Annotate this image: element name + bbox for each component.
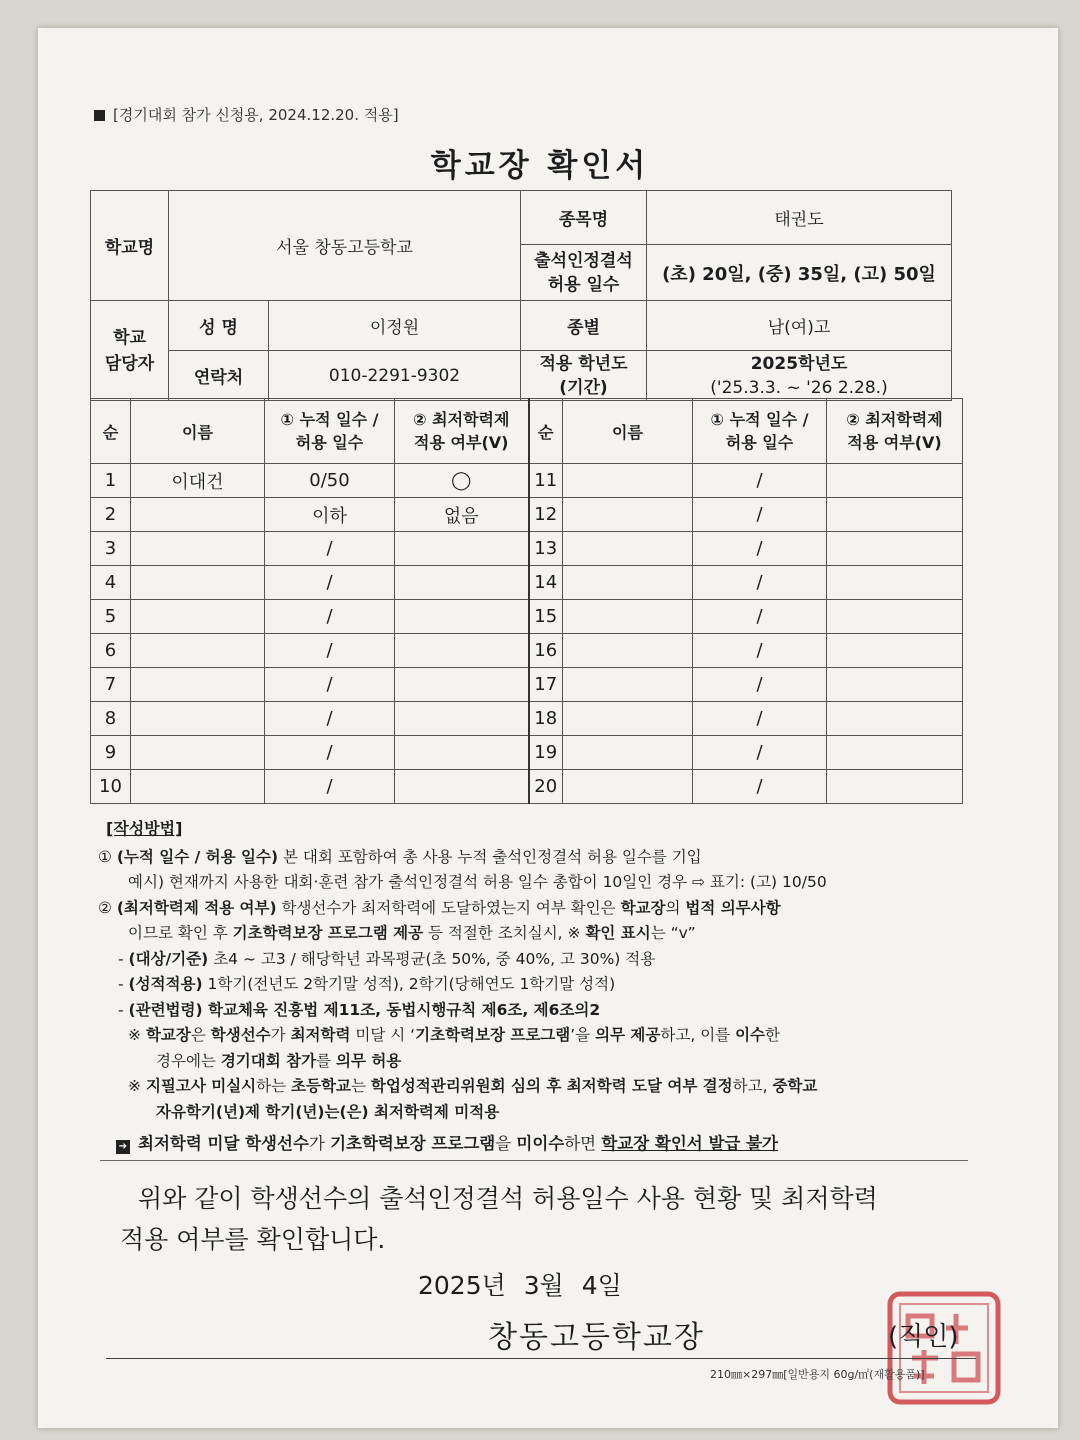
student-name	[563, 770, 693, 804]
info-table	[90, 190, 952, 401]
year-value: 2025학년도 ('25.3.3. ~ '26 2.28.)	[647, 351, 952, 401]
min-academic-check: ◯	[395, 464, 529, 498]
min-academic-check	[395, 736, 529, 770]
row-number: 12	[529, 498, 563, 532]
min-academic-check	[395, 566, 529, 600]
student-name	[131, 498, 265, 532]
absence-days: /	[265, 702, 395, 736]
staff-label: 학교 담당자	[91, 301, 169, 401]
absence-days: /	[693, 532, 827, 566]
confirm-line-1: 위와 같이 학생선수의 출석인정결석 허용일수 사용 현황 및 최저학력	[138, 1184, 878, 1213]
min-academic-check	[827, 702, 963, 736]
guide-note-1-cont: 경우에는 경기대회 참가를 의무 허용	[156, 1051, 402, 1070]
table-row	[91, 600, 963, 634]
row-number: 10	[91, 770, 131, 804]
absence-days: /	[265, 634, 395, 668]
min-academic-check	[395, 702, 529, 736]
absence-label: 출석인정결석 허용 일수	[521, 245, 647, 301]
absence-days: /	[693, 566, 827, 600]
contact-value: 010-2291-9302	[269, 351, 521, 401]
row-number: 17	[529, 668, 563, 702]
row-number: 7	[91, 668, 131, 702]
row-number: 6	[91, 634, 131, 668]
absence-days: /	[693, 736, 827, 770]
table-row	[91, 566, 963, 600]
header-days: ① 누적 일수 / 허용 일수	[693, 399, 827, 464]
absence-days: /	[693, 464, 827, 498]
guide-item-2: ② (최저학력제 적용 여부) 학생선수가 최저학력에 도달하였는지 여부 확인은 학교장의 법적 의무사항	[98, 898, 781, 917]
absence-days: /	[693, 634, 827, 668]
header-min: ② 최저학력제 적용 여부(V)	[827, 399, 963, 464]
gender-label: 종별	[521, 301, 647, 351]
header-no: 순	[529, 399, 563, 464]
student-name	[131, 532, 265, 566]
guide-sub-2: - (성적적용) 1학기(전년도 2학기말 성적), 2학기(당해연도 1학기말 성적)	[118, 975, 616, 993]
name-label: 성 명	[169, 301, 269, 351]
student-name	[131, 600, 265, 634]
absence-days: /	[265, 736, 395, 770]
min-academic-check	[395, 770, 529, 804]
header-note	[94, 104, 399, 125]
guide-note-1: ※ 학교장은 학생선수가 최저학력 미달 시 ‘기초학력보장 프로그램’을 의무 제공하고, 이를 이수한	[128, 1026, 781, 1044]
absence-days: /	[693, 600, 827, 634]
absence-days: /	[265, 600, 395, 634]
header-min: ② 최저학력제 적용 여부(V)	[395, 399, 529, 464]
guide-sub-1: - (대상/기준) 초4 ~ 고3 / 해당학년 과목평균(초 50%, 중 40%, 고 30%) 적용	[118, 949, 656, 968]
table-row	[91, 532, 963, 566]
table-row	[91, 634, 963, 668]
absence-days: /	[265, 668, 395, 702]
row-number: 5	[91, 600, 131, 634]
min-academic-check	[395, 600, 529, 634]
square-bullet-icon	[94, 110, 105, 121]
header-no: 순	[91, 399, 131, 464]
list-header-row	[91, 399, 963, 464]
student-name	[131, 702, 265, 736]
student-name	[563, 532, 693, 566]
guide-warning: ➔ 최저학력 미달 학생선수가 기초학력보장 프로그램을 미이수하면 학교장 확인서 발급 불가	[98, 1131, 978, 1157]
student-name	[563, 566, 693, 600]
header-name: 이름	[563, 399, 693, 464]
document-title: 학교장 확인서	[430, 148, 650, 184]
row-number: 18	[529, 702, 563, 736]
student-name	[131, 634, 265, 668]
header-note-text: [경기대회 참가 신청용, 2024.12.20. 적용]	[113, 106, 399, 124]
absence-value: (초) 20일, (중) 35일, (고) 50일	[647, 245, 952, 301]
section-divider	[100, 1160, 968, 1161]
year-label: 적용 학년도 (기간)	[521, 351, 647, 401]
min-academic-check	[827, 668, 963, 702]
absence-days: /	[693, 770, 827, 804]
guide-item-2-cont: 이므로 확인 후 기초학력보장 프로그램 제공 등 적절한 조치실시, ※ 확인 표시는 “v”	[128, 924, 696, 942]
row-number: 19	[529, 736, 563, 770]
min-academic-check	[827, 634, 963, 668]
table-row	[91, 736, 963, 770]
gender-value: 남(여)고	[647, 301, 952, 351]
student-name: 이대건	[131, 464, 265, 498]
min-academic-check	[827, 498, 963, 532]
signer-name: 창동고등학교장	[488, 1320, 705, 1355]
row-number: 16	[529, 634, 563, 668]
bottom-rule	[106, 1358, 976, 1359]
header-days: ① 누적 일수 / 허용 일수	[265, 399, 395, 464]
sport-value: 태권도	[647, 191, 952, 245]
min-academic-check	[827, 770, 963, 804]
row-number: 1	[91, 464, 131, 498]
absence-days: 이하	[265, 498, 395, 532]
absence-days: /	[265, 566, 395, 600]
student-name	[563, 600, 693, 634]
absence-days: 0/50	[265, 464, 395, 498]
row-number: 14	[529, 566, 563, 600]
absence-days: /	[693, 702, 827, 736]
guide-item-1: ① (누적 일수 / 허용 일수) 본 대회 포함하여 총 사용 누적 출석인정결석 허용 일수를 기입	[98, 847, 702, 866]
absence-days: /	[693, 668, 827, 702]
student-name	[563, 498, 693, 532]
min-academic-check	[827, 600, 963, 634]
confirm-statement	[120, 1178, 970, 1260]
guide-sub-3: - (관련법령) 학교체육 진흥법 제11조, 동법시행규칙 제6조, 제6조의2	[118, 1000, 601, 1019]
student-name	[131, 668, 265, 702]
min-academic-check	[827, 464, 963, 498]
student-name	[563, 668, 693, 702]
student-name	[563, 464, 693, 498]
min-academic-check: 없음	[395, 498, 529, 532]
table-row	[91, 498, 963, 532]
student-list-table	[90, 398, 963, 804]
row-number: 13	[529, 532, 563, 566]
sport-label: 종목명	[521, 191, 647, 245]
table-row	[91, 464, 963, 498]
table-row	[91, 770, 963, 804]
guide-section	[98, 816, 978, 1157]
student-name	[131, 770, 265, 804]
guide-note-2-cont: 자유학기(년)제 학기(년)는(은) 최저학력제 미적용	[156, 1102, 500, 1121]
row-number: 2	[91, 498, 131, 532]
guide-item-1-example: 예시) 현재까지 사용한 대회·훈련 참가 출석인정결석 허용 일수 총합이 10일인 경우 ⇨ 표기: (고) 10/50	[128, 873, 827, 891]
min-academic-check	[827, 532, 963, 566]
contact-label: 연락처	[169, 351, 269, 401]
guide-heading: [작성방법]	[106, 819, 183, 838]
min-academic-check	[395, 668, 529, 702]
table-row	[91, 668, 963, 702]
school-value: 서울 창동고등학교	[169, 191, 521, 301]
min-academic-check	[395, 634, 529, 668]
table-row	[91, 702, 963, 736]
min-academic-check	[827, 566, 963, 600]
absence-days: /	[265, 770, 395, 804]
row-number: 15	[529, 600, 563, 634]
row-number: 11	[529, 464, 563, 498]
row-number: 8	[91, 702, 131, 736]
arrow-box-icon: ➔	[116, 1140, 130, 1154]
confirm-date: 2025년 3월 4일	[418, 1271, 622, 1300]
school-label: 학교명	[91, 191, 169, 301]
student-name	[563, 702, 693, 736]
row-number: 9	[91, 736, 131, 770]
student-name	[563, 736, 693, 770]
student-name	[131, 736, 265, 770]
paper-spec: 210㎜×297㎜[일반용지 60g/㎡(재활용품)]	[710, 1368, 925, 1381]
row-number: 3	[91, 532, 131, 566]
confirm-line-2: 적용 여부를 확인합니다.	[120, 1225, 386, 1254]
guide-note-2: ※ 지필고사 미실시하는 초등학교는 학업성적관리위원회 심의 후 최저학력 도달 여부 결정하고, 중학교	[128, 1077, 818, 1095]
absence-days: /	[265, 532, 395, 566]
header-name: 이름	[131, 399, 265, 464]
name-value: 이정원	[269, 301, 521, 351]
row-number: 4	[91, 566, 131, 600]
absence-days: /	[693, 498, 827, 532]
student-name	[131, 566, 265, 600]
min-academic-check	[395, 532, 529, 566]
student-name	[563, 634, 693, 668]
row-number: 20	[529, 770, 563, 804]
seal-label: (직인)	[888, 1322, 959, 1352]
min-academic-check	[827, 736, 963, 770]
